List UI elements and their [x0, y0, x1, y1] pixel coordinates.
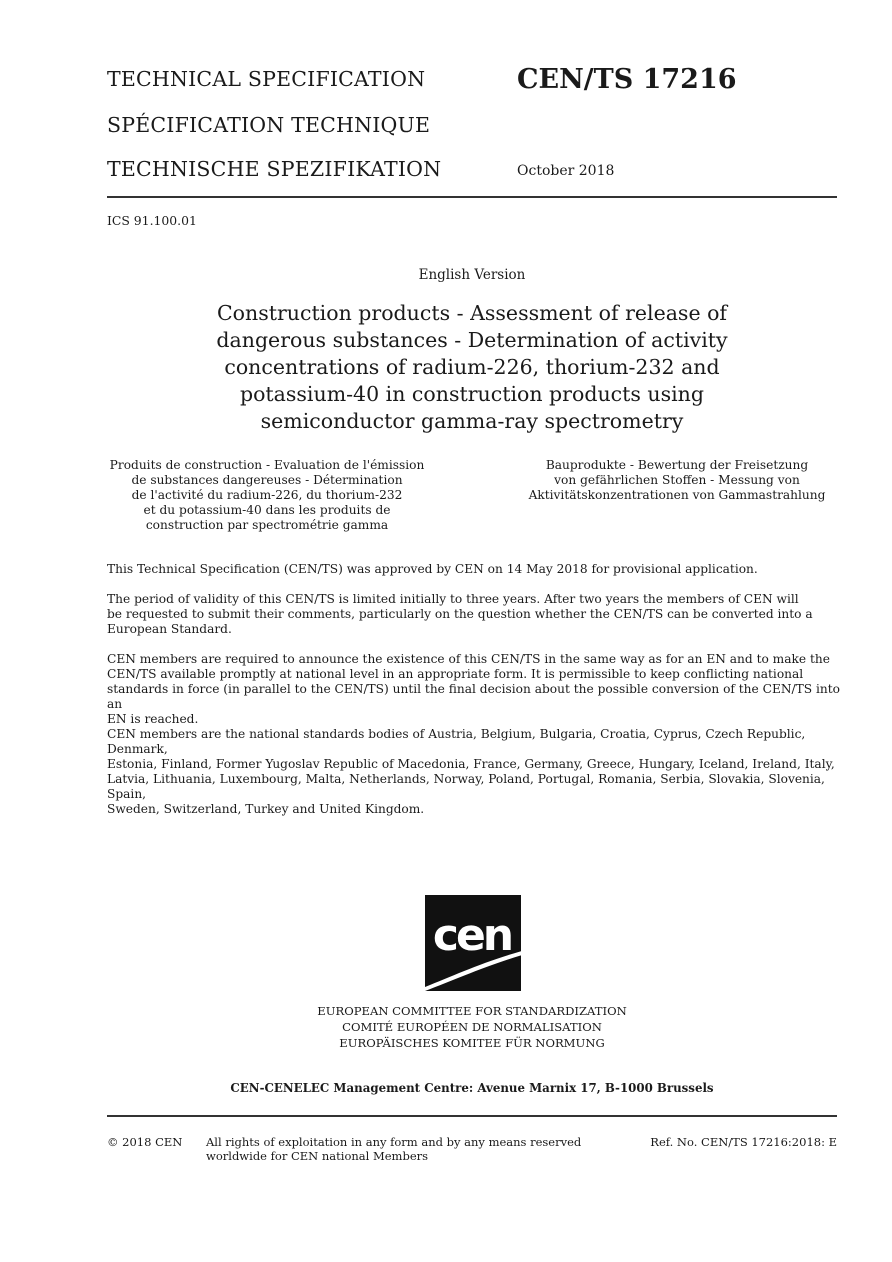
committee-name-fr: COMITÉ EUROPÉEN DE NORMALISATION	[342, 1020, 602, 1034]
cen-logo-text: cen	[432, 910, 512, 961]
publication-date: October 2018	[517, 163, 615, 179]
rights-line: worldwide for CEN national Members	[206, 1149, 429, 1163]
committee-names	[107, 1003, 837, 1051]
title-german	[507, 458, 847, 503]
doc-type-de: TECHNISCHE SPEZIFIKATION	[107, 157, 442, 181]
committee-name-en: EUROPEAN COMMITTEE FOR STANDARDIZATION	[317, 1004, 627, 1018]
paragraph-line: CEN members are required to announce the existence of this CEN/TS in the same way as for an EN and to make the	[107, 652, 830, 666]
header-rule	[107, 196, 837, 198]
paragraph-line: Estonia, Finland, Former Yugoslav Republic of Macedonia, France, Germany, Greece, Hungary, Iceland, Ireland, Italy,	[107, 757, 835, 771]
rights-statement	[206, 1135, 581, 1163]
paragraph-line: standards in force (in parallel to the CEN/TS) until the final decision about the possible conversion of the CEN/TS into an	[107, 682, 840, 711]
validity-paragraph	[107, 592, 842, 637]
paragraph-line: This Technical Specification (CEN/TS) was approved by CEN on 14 May 2018 for provisional application.	[107, 562, 758, 576]
doc-type-fr: SPÉCIFICATION TECHNIQUE	[107, 113, 431, 137]
committee-name-de: EUROPÄISCHES KOMITEE FÜR NORMUNG	[339, 1036, 605, 1050]
approval-paragraph	[107, 562, 842, 577]
version-label: English Version	[418, 267, 526, 283]
paragraph-line: Latvia, Lithuania, Luxembourg, Malta, Netherlands, Norway, Poland, Portugal, Romania, Serbia, Slovakia, Slovenia, Spain,	[107, 772, 825, 801]
paragraph-line: be requested to submit their comments, particularly on the question whether the CEN/TS can be converted into a	[107, 607, 813, 621]
paragraph-line: European Standard.	[107, 622, 232, 636]
title-french	[97, 458, 437, 533]
announcement-paragraph	[107, 652, 842, 727]
paragraph-line: CEN members are the national standards bodies of Austria, Belgium, Bulgaria, Croatia, Cyprus, Czech Republic, Denmark,	[107, 727, 806, 756]
title-line: semiconductor gamma-ray spectrometry	[260, 409, 684, 433]
management-centre: CEN-CENELEC Management Centre: Avenue Marnix 17, B-1000 Brussels	[230, 1081, 714, 1095]
title-fr-line: Produits de construction - Evaluation de l'émission	[109, 458, 425, 472]
title-de-line: von gefährlichen Stoffen - Messung von	[554, 473, 800, 487]
title-de-line: Aktivitätskonzentrationen von Gammastrahlung	[528, 488, 826, 502]
title-de-line: Bauprodukte - Bewertung der Freisetzung	[545, 458, 809, 472]
paragraph-line: The period of validity of this CEN/TS is limited initially to three years. After two years the members of CEN will	[107, 592, 799, 606]
document-title	[107, 300, 837, 435]
cen-logo	[425, 895, 521, 991]
paragraph-line: CEN/TS available promptly at national level in an appropriate form. It is permissible to keep conflicting national	[107, 667, 804, 681]
reference-number: Ref. No. CEN/TS 17216:2018: E	[650, 1135, 837, 1149]
title-line: dangerous substances - Determination of activity	[216, 328, 728, 352]
members-paragraph	[107, 727, 842, 817]
title-fr-line: et du potassium-40 dans les produits de	[143, 503, 391, 517]
title-line: potassium-40 in construction products using	[239, 382, 705, 406]
standard-number: CEN/TS 17216	[517, 64, 737, 95]
rights-line: All rights of exploitation in any form and by any means reserved	[206, 1135, 582, 1149]
ics-code: ICS 91.100.01	[107, 213, 197, 228]
copyright: © 2018 CEN	[107, 1135, 183, 1149]
footer-rule	[107, 1115, 837, 1117]
title-fr-line: construction par spectrométrie gamma	[145, 518, 389, 532]
title-line: Construction products - Assessment of release of	[216, 301, 728, 325]
title-fr-line: de substances dangereuses - Détermination	[131, 473, 403, 487]
title-line: concentrations of radium-226, thorium-232 and	[224, 355, 720, 379]
title-fr-line: de l'activité du radium-226, du thorium-232	[131, 488, 403, 502]
doc-type-en: TECHNICAL SPECIFICATION	[107, 67, 426, 91]
paragraph-line: EN is reached.	[107, 712, 199, 726]
paragraph-line: Sweden, Switzerland, Turkey and United Kingdom.	[107, 802, 425, 816]
